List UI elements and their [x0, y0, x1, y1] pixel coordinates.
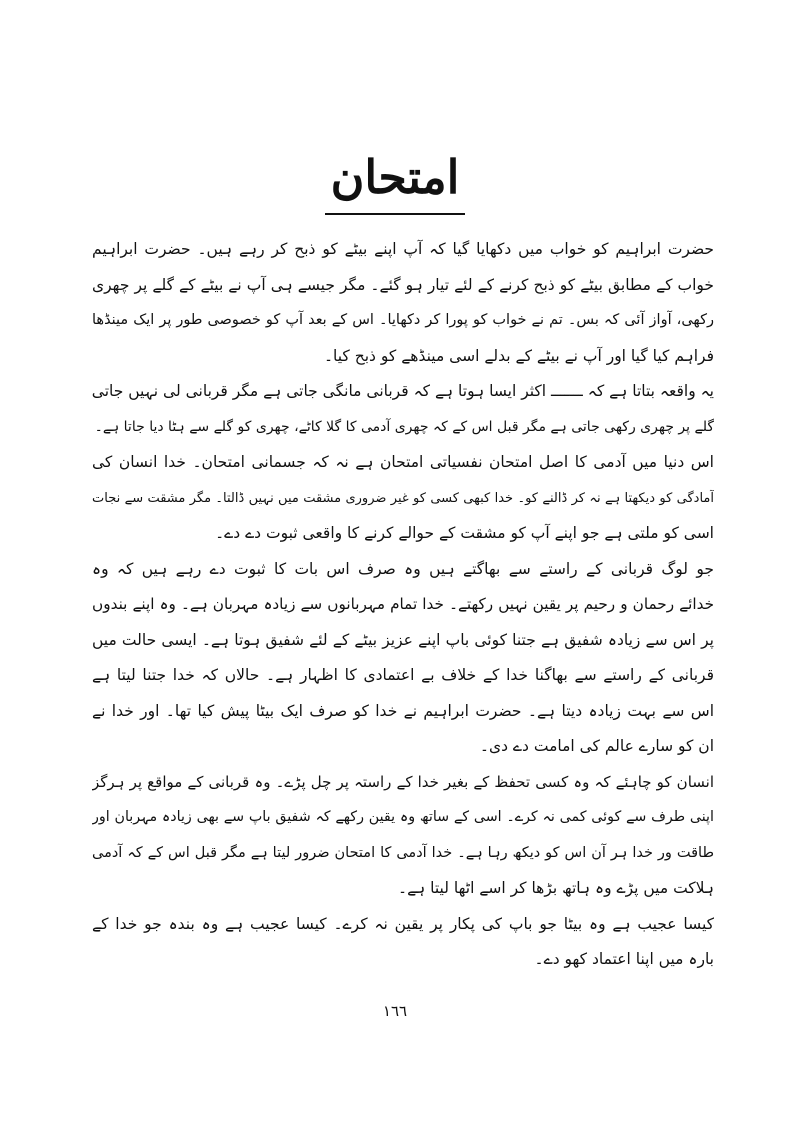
text-line: اسی کو ملتی ہے جو اپنے آپ کو مشقت کے حوالے کرنے کا واقعی ثبوت دے دے۔: [215, 524, 714, 542]
text-line: فراہم کیا گیا اور آپ نے بیٹے کے بدلے اسی مینڈھے کو ذبح کیا۔: [323, 346, 714, 365]
text-line: رکھی، آواز آئی کہ بس۔ تم نے خواب کو پورا کر دکھایا۔ اس کے بعد آپ کو خصوصی طور پر ایک مینڈھا: [92, 312, 714, 328]
text-line: حضرت ابراہیم کو خواب میں دکھایا گیا کہ آپ اپنے بیٹے کو ذبح کر رہے ہیں۔ حضرت ابراہیم: [92, 240, 714, 258]
text-line: اس دنیا میں آدمی کا اصل امتحان نفسیاتی امتحان ہے نہ کہ جسمانی امتحان۔ خدا انسان کی: [92, 453, 714, 471]
text-line: اس سے بہت زیادہ دیتا ہے۔ حضرت ابراہیم نے خدا کو صرف ایک بیٹا پیش کیا تھا۔ اور خدا نے: [92, 701, 714, 720]
page-number: ١٦٦: [382, 1002, 408, 1020]
text-line: خواب کے مطابق بیٹے کو ذبح کرنے کے لئے تیار ہو گئے۔ مگر جیسے ہی آپ نے بیٹے کے گلے پر چھری: [92, 275, 714, 294]
page-title: امتحان: [330, 150, 460, 204]
text-line: ہلاکت میں پڑے وہ ہاتھ بڑھا کر اسے اٹھا لیتا ہے۔: [397, 879, 714, 897]
text-line: طاقت ور خدا ہر آن اس کو دیکھ رہا ہے۔ خدا آدمی کا امتحان ضرور لیتا ہے مگر قبل اس کے کہ آدمی: [92, 844, 714, 861]
text-line: یہ واقعہ بتاتا ہے کہ ـــــــ اکثر ایسا ہوتا ہے کہ قربانی مانگی جاتی ہے مگر قربانی لی نہیں جاتی: [92, 382, 714, 400]
body-text: [92, 232, 714, 978]
paragraph: [92, 765, 714, 907]
text-line: قربانی کے راستے سے بھاگنا خدا کے خلاف بے اعتمادی کا اظہار ہے۔ حالاں کہ خدا جتنا لیتا ہے: [92, 666, 714, 684]
paragraph: [92, 445, 714, 552]
text-line: آمادگی کو دیکھتا ہے نہ کر ڈالنے کو۔ خدا کبھی کسی کو غیر ضروری مشقت میں نہیں ڈالتا۔ مگر مشقت سے نجات: [92, 490, 714, 506]
paragraph: [92, 907, 714, 978]
text-line: گلے پر چھری رکھی جاتی ہے مگر قبل اس کے کہ چھری آدمی کا گلا کاٹے، چھری کو گلے سے ہٹا دیا جاتا ہے۔: [94, 418, 714, 435]
text-line: ان کو سارے عالم کی امامت دے دی۔: [479, 737, 714, 755]
text-line: بارہ میں اپنا اعتماد کھو دے۔: [534, 950, 714, 968]
paragraph: [92, 552, 714, 765]
text-line: پر اس سے زیادہ شفیق ہے جتنا کوئی باپ اپنے عزیز بیٹے کے لئے شفیق ہوتا ہے۔ ایسی حالت میں: [92, 630, 714, 649]
title-underline: [325, 213, 465, 215]
paragraph: [92, 232, 714, 374]
text-line: خدائے رحمان و رحیم پر یقین نہیں رکھتے۔ خدا تمام مہربانوں سے زیادہ مہربان ہے۔ وہ اپنے بندوں: [92, 595, 714, 613]
paragraph: [92, 374, 714, 445]
text-line: انسان کو چاہئے کہ وہ کسی تحفظ کے بغیر خدا کے راستہ پر چل پڑے۔ وہ قربانی کے مواقع پر ہرگز: [92, 772, 714, 791]
text-line: جو لوگ قربانی کے راستے سے بھاگتے ہیں وہ صرف اس بات کا ثبوت دے رہے ہیں کہ وہ: [92, 559, 714, 578]
text-line: کیسا عجیب ہے وہ بیٹا جو باپ کی پکار پر یقین نہ کرے۔ کیسا عجیب ہے وہ بندہ جو خدا کے: [92, 914, 714, 933]
text-line: اپنی طرف سے کوئی کمی نہ کرے۔ اسی کے ساتھ وہ یقین رکھے کہ شفیق باپ سے بھی زیادہ مہربان اور: [92, 809, 714, 825]
